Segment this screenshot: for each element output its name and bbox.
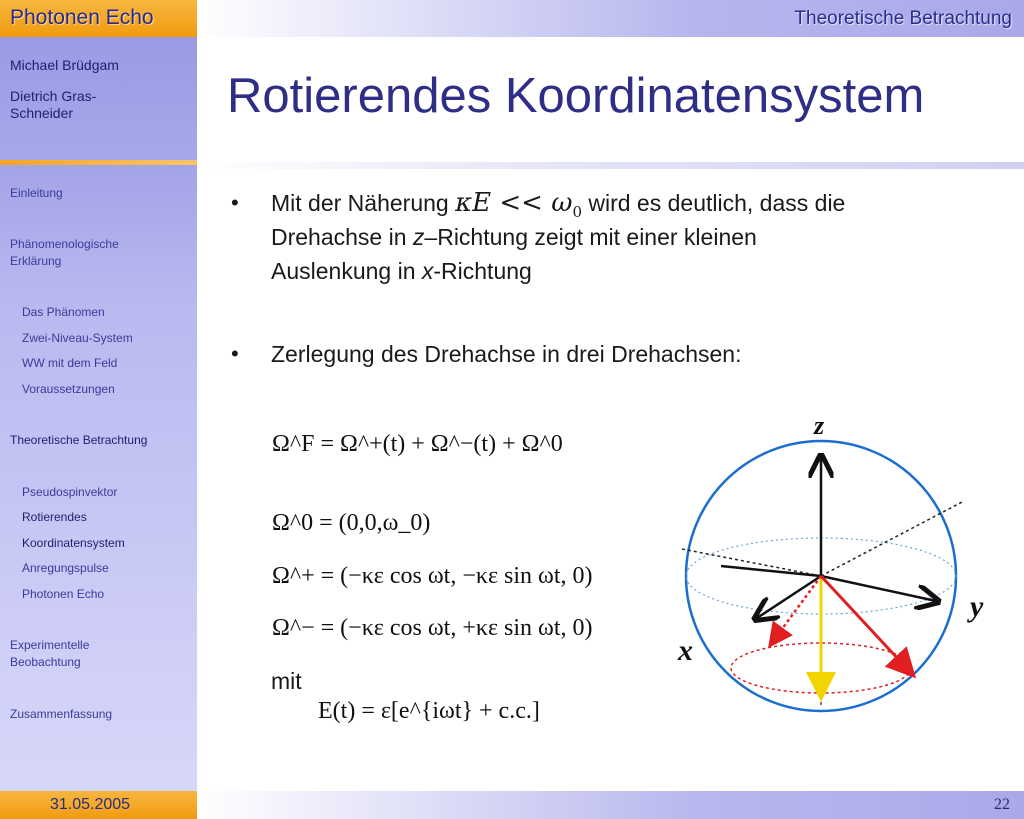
equation-field: E(t) = ε[e^{iωt} + c.c.] (318, 698, 540, 724)
y-axis (821, 576, 936, 601)
nav-item-rotierendes[interactable]: Rotierendes (22, 510, 87, 524)
nav-item-einleitung[interactable]: Einleitung (10, 186, 63, 200)
bloch-sphere-diagram (664, 406, 1024, 726)
footer-left-bar (0, 791, 197, 819)
nav-item-pseudospinvektor[interactable]: Pseudospinvektor (22, 485, 118, 499)
section-title: Theoretische Betrachtung (794, 8, 1012, 29)
author-name-2: Dietrich Gras- (10, 88, 97, 104)
projection-vector (771, 576, 821, 644)
nav-item-zwei-niveau-system[interactable]: Zwei-Niveau-System (22, 331, 133, 345)
nav-item-theoretische-betrachtung[interactable]: Theoretische Betrachtung (10, 433, 148, 447)
page-number: 22 (994, 796, 1010, 813)
bullet-symbol: • (231, 190, 239, 215)
x-variable: x (421, 258, 434, 284)
z-axis-label: z (814, 411, 825, 440)
presentation-date: 31.05.2005 (50, 796, 131, 813)
sidebar-divider (0, 160, 197, 165)
nav-item-phaenomenologische[interactable]: Phänomenologische (10, 237, 119, 251)
x-axis-label: x (678, 634, 693, 667)
rotation-axis-vector (821, 576, 912, 674)
x-axis-extension (682, 549, 821, 576)
y-axis-label: y (970, 590, 984, 623)
equation-omega-minus: Ω^− = (−κε cos ωt, +κε sin ωt, 0) (272, 615, 593, 641)
bullet-1-line-3-post: -Richtung (433, 258, 532, 284)
bullet-1-pre: Mit der Näherung (271, 190, 449, 216)
nav-item-photonen-echo[interactable]: Photonen Echo (22, 587, 105, 601)
footer-right-bar (197, 791, 1024, 819)
x-axis (757, 576, 821, 618)
nav-item-voraussetzungen[interactable]: Voraussetzungen (22, 382, 115, 396)
presentation-title: Photonen Echo (10, 6, 154, 29)
author-name-1: Michael Brüdgam (10, 57, 119, 73)
author-name-2-cont: Schneider (10, 105, 74, 121)
approximation-formula-sub: 0 (572, 203, 582, 222)
z-variable: z (412, 224, 425, 250)
mit-label: mit (271, 668, 302, 694)
nav-item-anregungspulse[interactable]: Anregungspulse (22, 561, 109, 575)
approximation-formula (455, 188, 582, 222)
nav-item-phaenomenologische-cont[interactable]: Erklärung (10, 254, 62, 268)
bullet-1-post: wird es deutlich, dass die (588, 190, 846, 216)
header-right-bar (197, 0, 1024, 37)
nav-item-experimentelle[interactable]: Experimentelle (10, 638, 90, 652)
header-left-bar (0, 0, 197, 37)
bullet-1-line-2-pre: Drehachse in (271, 224, 407, 250)
title-divider (197, 162, 1024, 169)
bullet-symbol: • (231, 341, 239, 366)
author-block (0, 37, 197, 160)
equation-omega-plus: Ω^+ = (−κε cos ωt, −κε sin ωt, 0) (272, 563, 593, 589)
bullet-1-line-2 (271, 220, 757, 254)
nav-item-das-phaenomen[interactable]: Das Phänomen (22, 305, 105, 319)
nav-item-koordinatensystem[interactable]: Koordinatensystem (22, 536, 125, 550)
equation-omega-0: Ω^0 = (0,0,ω_0) (272, 510, 431, 536)
slide-title: Rotierendes Koordinatensystem (227, 69, 925, 123)
equation-omega-f: Ω^F = Ω^+(t) + Ω^−(t) + Ω^0 (272, 431, 563, 457)
nav-item-zusammenfassung[interactable]: Zusammenfassung (10, 707, 113, 721)
nav-item-ww-mit-dem-feld[interactable]: WW mit dem Feld (22, 356, 118, 370)
bullet-2-text: Zerlegung des Drehachse in drei Drehachsen: (271, 341, 742, 367)
sidebar (0, 37, 197, 791)
approximation-formula-main: κE << ω (455, 188, 573, 218)
nav-item-experimentelle-cont[interactable]: Beobachtung (10, 655, 81, 669)
bullet-1-line-3-pre: Auslenkung in (271, 258, 416, 284)
x-axis-back (721, 566, 821, 576)
bullet-1-line-3 (271, 254, 532, 288)
bullet-1-line-2-post: –Richtung zeigt mit einer kleinen (424, 224, 757, 250)
